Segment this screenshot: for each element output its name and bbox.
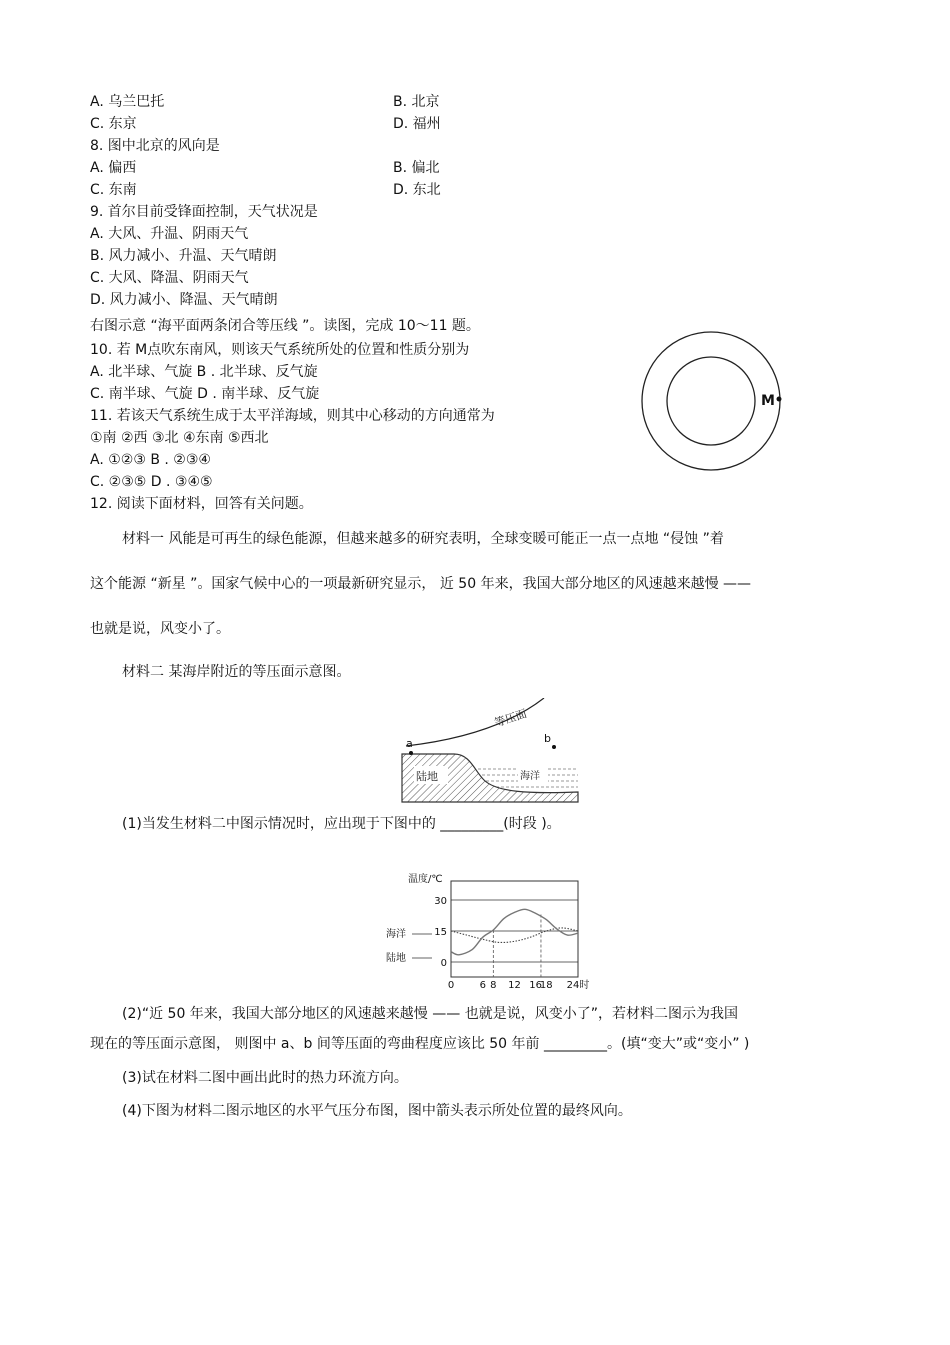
ytick-label: 30 (434, 896, 447, 907)
point-b-dot (552, 745, 556, 749)
sea-label: 海洋 (520, 771, 540, 782)
q7-option-a: A. 乌兰巴托 (90, 94, 165, 110)
q9-option-b: B. 风力减小、升温、天气晴朗 (90, 248, 277, 264)
point-m-dot (777, 397, 782, 402)
q9-option-c: C. 大风、降温、阴雨天气 (90, 270, 249, 286)
q11-options-ab: A. ①②③ B . ②③④ (90, 452, 211, 468)
point-b-label: b (544, 732, 551, 745)
q10-options-ab: A. 北半球、气旋 B . 北半球、反气旋 (90, 364, 318, 380)
xtick-label: 18 (539, 980, 553, 991)
chart-ylabel: 温度/℃ (408, 874, 443, 885)
isobaric-surface-line (406, 698, 544, 746)
q9-option-a: A. 大风、升温、阴雨天气 (90, 226, 249, 242)
xtick-label: 16 (529, 980, 543, 991)
material-2-caption: 材料二 某海岸附近的等压面示意图。 (122, 664, 351, 680)
series-line-land (451, 909, 578, 955)
coastal-isobar-figure (398, 698, 580, 804)
q9-option-d: D. 风力减小、降温、天气晴朗 (90, 292, 278, 308)
material-1-line-3: 也就是说，风变小了。 (90, 621, 230, 637)
q8-option-d: D. 东北 (393, 182, 441, 198)
sub-question-2-line-1: (2)“近 50 年来，我国大部分地区的风速越来越慢 —— 也就是说，风变小了”，若材料二图示为我国 (122, 1006, 738, 1022)
xtick-label: 12 (508, 980, 521, 991)
ytick-label: 15 (434, 927, 447, 938)
q11-stem: 11. 若该天气系统生成于太平洋海域，则其中心移动的方向通常为 (90, 408, 495, 424)
q12-stem: 12. 阅读下面材料，回答有关问题。 (90, 496, 313, 512)
xtick-label: 8 (490, 980, 497, 991)
land-label: 陆地 (416, 770, 438, 783)
temperature-chart (380, 868, 605, 994)
q8-option-c: C. 东南 (90, 182, 137, 198)
point-a-label: a (406, 737, 413, 750)
xtick-label: 24时 (566, 980, 590, 991)
q9-stem: 9. 首尔目前受锋面控制，天气状况是 (90, 204, 318, 220)
isobar-circles-figure (640, 328, 800, 478)
material-1-line-2: 这个能源 “新星 ”。国家气候中心的一项最新研究显示， 近 50 年来，我国大部分地区的风速越来越慢 —— (90, 576, 752, 592)
sub-question-3: (3)试在材料二图中画出此时的热力环流方向。 (122, 1070, 408, 1086)
q10-11-intro: 右图示意 “海平面两条闭合等压线 ”。读图，完成 10～11 题。 (90, 318, 480, 334)
legend-sea: 海洋 (386, 929, 406, 940)
outer-isobar (642, 332, 780, 470)
xtick-label: 6 (479, 980, 486, 991)
plot-frame (451, 881, 578, 977)
xtick-label: 0 (447, 980, 455, 991)
q7-option-b: B. 北京 (393, 94, 440, 110)
q11-choices: ①南 ②西 ③北 ④东南 ⑤西北 (90, 430, 269, 446)
ytick-label: 0 (440, 958, 447, 969)
q8-option-a: A. 偏西 (90, 160, 137, 176)
q8-stem: 8. 图中北京的风向是 (90, 138, 220, 154)
point-a-dot (409, 751, 413, 755)
q7-option-c: C. 东京 (90, 116, 137, 132)
isobaric-surface-label: 等压面 (492, 707, 529, 730)
inner-isobar (667, 357, 755, 445)
q10-stem: 10. 若 M点吹东南风，则该天气系统所处的位置和性质分别为 (90, 342, 470, 358)
sub-question-1: (1)当发生材料二中图示情况时，应出现于下图中的 _________(时段 )。 (122, 816, 561, 832)
sub-question-4: (4)下图为材料二图示地区的水平气压分布图，图中箭头表示所处位置的最终风向。 (122, 1103, 632, 1119)
q11-options-cd: C. ②③⑤ D . ③④⑤ (90, 474, 213, 490)
sub-question-2-line-2: 现在的等压面示意图， 则图中 a、b 间等压面的弯曲程度应该比 50 年前 _________。(填“变大”或“变小” ) (90, 1036, 750, 1052)
legend-land: 陆地 (386, 953, 406, 964)
q7-option-d: D. 福州 (393, 116, 441, 132)
material-1-line-1: 材料一 风能是可再生的绿色能源，但越来越多的研究表明，全球变暖可能正一点一点地 “侵蚀 ”着 (122, 531, 724, 547)
q10-options-cd: C. 南半球、气旋 D . 南半球、反气旋 (90, 386, 320, 402)
point-m-label: M (761, 393, 775, 409)
q8-option-b: B. 偏北 (393, 160, 440, 176)
